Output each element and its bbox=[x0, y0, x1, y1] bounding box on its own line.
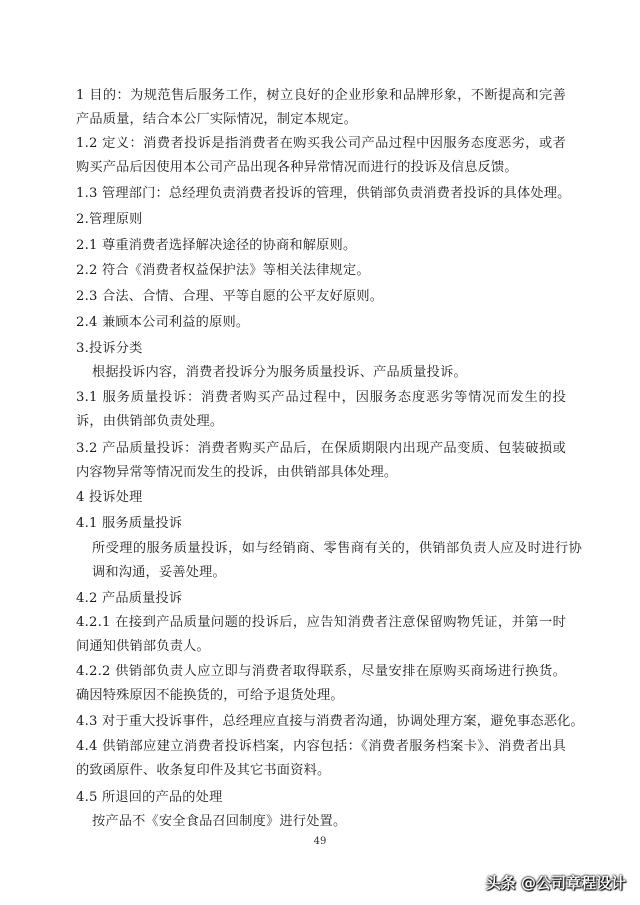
paragraph-principle-2-2: 2.2 符合《消费者权益保护法》等相关法律规定。 bbox=[76, 263, 370, 278]
paragraph-management-dept: 1.3 管理部门：总经理负责消费者投诉的管理，供销部负责消费者投诉的具体处理。 bbox=[76, 186, 571, 201]
paragraph-definition: 1.2 定义：消费者投诉是指消费者在购买我公司产品过程中因服务态度恶劣，或者购买产品后因使用本公司产品出现各种异常情况而进行的投诉及信息反馈。 bbox=[76, 136, 566, 175]
paragraph-categories-intro: 根据投诉内容，消费者投诉分为服务质量投诉、产品质量投诉。 bbox=[92, 365, 467, 380]
paragraph-service-complaint: 3.1 服务质量投诉：消费者购买产品过程中，因服务态度恶劣等情况而发生的投诉，由供销部负责处理。 bbox=[76, 390, 566, 429]
heading-returned-products-4-5: 4.5 所退回的产品的处理 bbox=[76, 790, 223, 805]
paragraph-recall-disposal: 按产品不《安全食品召回制度》进行处置。 bbox=[92, 814, 347, 829]
paragraph-principle-2-1: 2.1 尊重消费者选择解决途径的协商和解原则。 bbox=[76, 238, 357, 253]
paragraph-4-2-2: 4.2.2 供销部负责人应立即与消费者取得联系，尽量安排在原购买商场进行换货。确因特殊原因不能换货的，可给予退货处理。 bbox=[76, 664, 566, 703]
paragraph-principle-2-4: 2.4 兼顾本公司利益的原则。 bbox=[76, 315, 250, 330]
page-number: 49 bbox=[313, 836, 327, 847]
paragraph-product-complaint: 3.2 产品质量投诉：消费者购买产品后，在保质期限内出现产品变质、包装破损或内容物异常等情况而发生的投诉，由供销部具体处理。 bbox=[76, 441, 566, 480]
heading-management-principles: 2.管理原则 bbox=[76, 212, 143, 227]
heading-complaint-handling: 4 投诉处理 bbox=[76, 490, 143, 505]
paragraph-principle-2-3: 2.3 合法、合情、合理、平等自愿的公平友好原则。 bbox=[76, 289, 384, 304]
paragraph-service-handling: 所受理的服务质量投诉，如与经销商、零售商有关的，供销部负责人应及时进行协调和沟通，妥善处理。 bbox=[92, 541, 582, 580]
paragraph-4-4: 4.4 供销部应建立消费者投诉档案，内容包括：《消费者服务档案卡》、消费者出具的致函原件、收条复印件及其它书面资料。 bbox=[76, 739, 566, 778]
heading-complaint-categories: 3.投诉分类 bbox=[76, 341, 143, 356]
paragraph-purpose: 1 目的：为规范售后服务工作，树立良好的企业形象和品牌形象，不断提高和完善产品质量，结合本公厂实际情况，制定本规定。 bbox=[76, 88, 566, 127]
watermark: 头条 @公司章程设计 bbox=[485, 874, 626, 892]
heading-service-complaint-4-1: 4.1 服务质量投诉 bbox=[76, 516, 183, 531]
paragraph-4-3: 4.3 对于重大投诉事件，总经理应直接与消费者沟通，协调处理方案，避免事态恶化。 bbox=[76, 714, 584, 729]
heading-product-complaint-4-2: 4.2 产品质量投诉 bbox=[76, 591, 183, 606]
paragraph-4-2-1: 4.2.1 在接到产品质量问题的投诉后，应告知消费者注意保留购物凭证，并第一时间通知供销部负责人。 bbox=[76, 615, 566, 654]
